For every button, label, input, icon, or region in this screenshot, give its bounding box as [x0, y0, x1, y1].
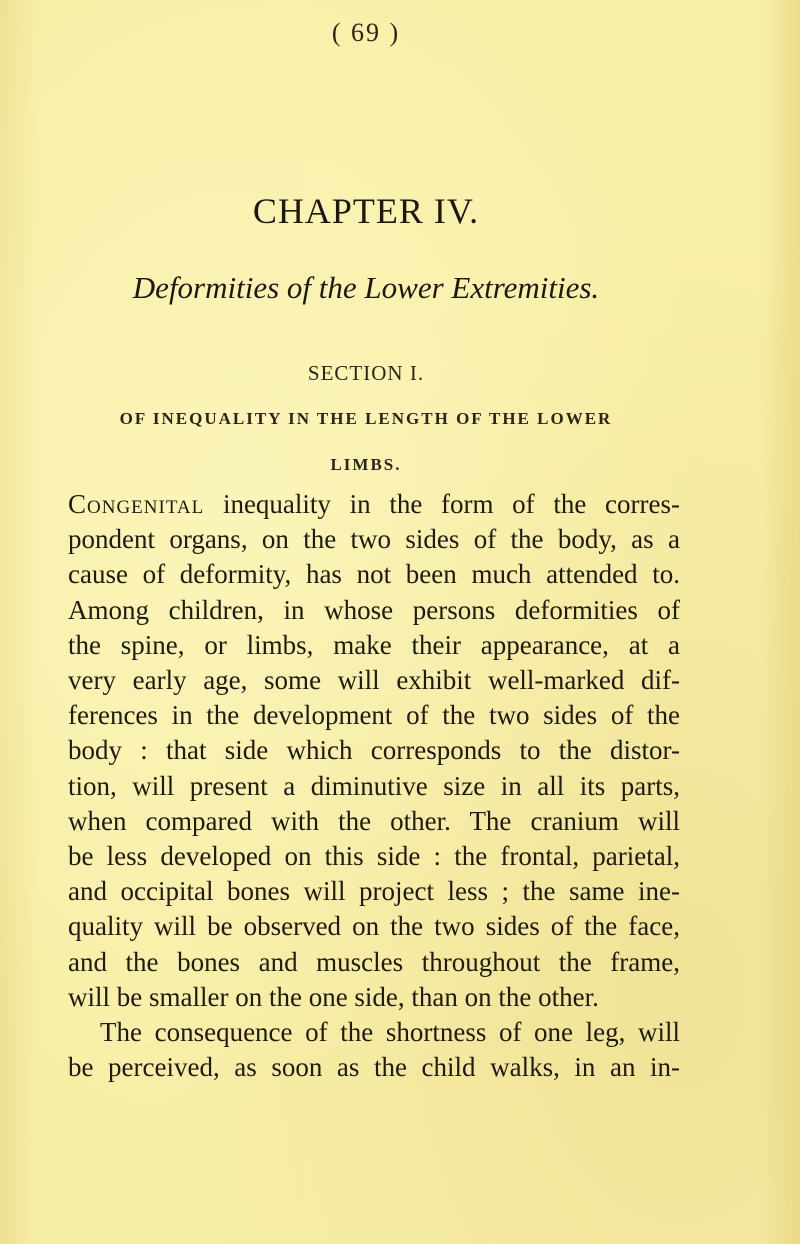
- section-title: [60, 396, 672, 488]
- text-line: tion, will present a diminutive size in all its parts,: [68, 770, 680, 801]
- text-line: Among children, in whose persons deformities of: [68, 594, 680, 625]
- section-heading: SECTION I.: [307, 361, 425, 385]
- chapter-title: CHAPTER IV.: [252, 191, 480, 231]
- text-line: and occipital bones will project less ; the same ine-: [68, 876, 680, 907]
- section-title-line-2: LIMBS.: [330, 455, 402, 474]
- text-line: the spine, or limbs, make their appearance, at a: [68, 629, 680, 660]
- text-line: be perceived, as soon as the child walks, in an in-: [68, 1052, 680, 1083]
- text-line: very early age, some will exhibit well-marked dif-: [68, 665, 680, 696]
- text-line: and the bones and muscles throughout the frame,: [68, 946, 680, 977]
- text-line: ferences in the development of the two sides of the: [68, 700, 680, 731]
- page-number: ( 69 ): [331, 18, 401, 47]
- section-title-line-1: OF INEQUALITY IN THE LENGTH OF THE LOWER: [119, 409, 613, 428]
- text-line: body : that side which corresponds to the distor-: [68, 735, 680, 766]
- lead-word: Congenital: [68, 489, 205, 519]
- text-line: quality will be observed on the two sides of the face,: [68, 911, 680, 942]
- body-paragraph: [68, 487, 680, 1085]
- text-line: be less developed on this side : the frontal, parietal,: [68, 841, 680, 872]
- chapter-subtitle: Deformities of the Lower Extremities.: [132, 270, 600, 305]
- text-line: Congenital inequality in the form of the corres-: [68, 489, 680, 519]
- text-line: pondent organs, on the two sides of the body, as a: [68, 524, 680, 555]
- text-line: The consequence of the shortness of one leg, will: [100, 1017, 680, 1048]
- text-line: cause of deformity, has not been much attended to.: [68, 559, 680, 590]
- text-line: when compared with the other. The cranium will: [68, 805, 680, 836]
- text-line: will be smaller on the one side, than on the other.: [68, 981, 599, 1012]
